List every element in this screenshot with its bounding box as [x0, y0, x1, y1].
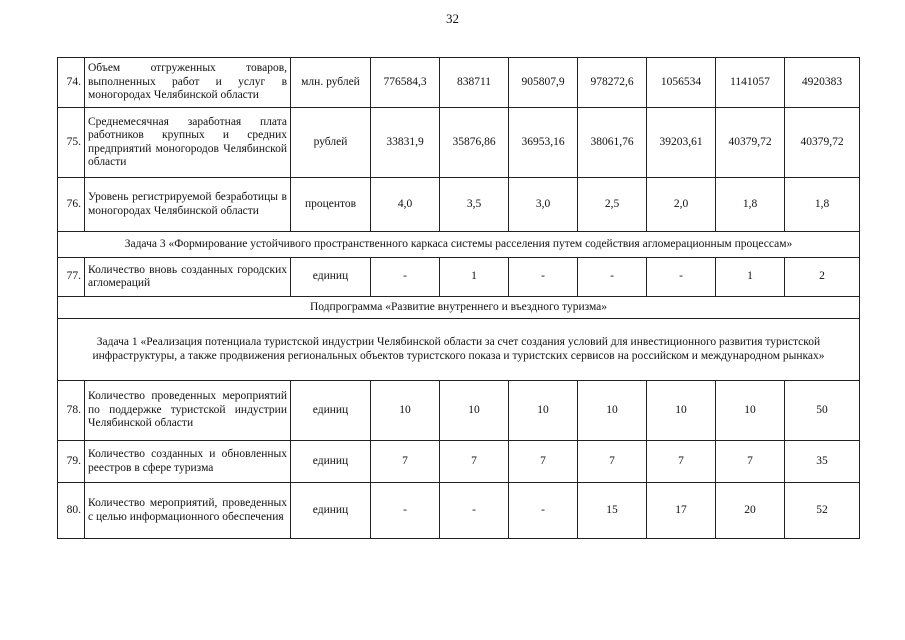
value-cell: 38061,76: [578, 108, 647, 178]
table-row: [58, 381, 860, 441]
row-number: 79.: [58, 441, 85, 483]
table-row: [58, 108, 860, 178]
value-cell: 10: [371, 381, 440, 441]
table-row: [58, 58, 860, 108]
value-cell: 39203,61: [647, 108, 716, 178]
value-cell: 7: [509, 441, 578, 483]
indicator-name: Среднемесячная заработная плата работников крупных и средних предприятий моногородов Челябинской области: [85, 108, 291, 178]
value-cell: 3,0: [509, 178, 578, 232]
value-cell: 2,5: [578, 178, 647, 232]
table-row: [58, 178, 860, 232]
row-number: 75.: [58, 108, 85, 178]
value-cell: 50: [785, 381, 860, 441]
value-cell: -: [371, 258, 440, 297]
value-cell: 10: [509, 381, 578, 441]
value-cell: 7: [440, 441, 509, 483]
value-cell: 35876,86: [440, 108, 509, 178]
value-cell: 2: [785, 258, 860, 297]
table-row: [58, 483, 860, 539]
value-cell: -: [509, 483, 578, 539]
section-heading: Задача 1 «Реализация потенциала туристской индустрии Челябинской области за счет создания условий для инвестиционного развития туристской инфраструктуры, а также продвижения региональных объектов туристского показа и туристских сервисов на российском и международном рынках»: [58, 319, 860, 381]
value-cell: -: [371, 483, 440, 539]
value-cell: 35: [785, 441, 860, 483]
value-cell: 7: [578, 441, 647, 483]
value-cell: 776584,3: [371, 58, 440, 108]
table-row: [58, 441, 860, 483]
unit-of-measure: млн. рублей: [291, 58, 371, 108]
value-cell: 10: [716, 381, 785, 441]
indicator-name: Количество созданных и обновленных реестров в сфере туризма: [85, 441, 291, 483]
value-cell: 17: [647, 483, 716, 539]
value-cell: 3,5: [440, 178, 509, 232]
value-cell: 10: [578, 381, 647, 441]
row-number: 80.: [58, 483, 85, 539]
value-cell: 40379,72: [716, 108, 785, 178]
unit-of-measure: единиц: [291, 381, 371, 441]
indicators-table: [57, 57, 860, 539]
value-cell: -: [647, 258, 716, 297]
value-cell: 36953,16: [509, 108, 578, 178]
value-cell: 1: [440, 258, 509, 297]
value-cell: -: [578, 258, 647, 297]
value-cell: 4,0: [371, 178, 440, 232]
row-number: 78.: [58, 381, 85, 441]
row-number: 76.: [58, 178, 85, 232]
value-cell: 20: [716, 483, 785, 539]
value-cell: 905807,9: [509, 58, 578, 108]
value-cell: -: [440, 483, 509, 539]
value-cell: 1056534: [647, 58, 716, 108]
indicator-name: Уровень регистрируемой безработицы в моногородах Челябинской области: [85, 178, 291, 232]
value-cell: 40379,72: [785, 108, 860, 178]
section-row: [58, 297, 860, 319]
unit-of-measure: единиц: [291, 258, 371, 297]
value-cell: 1: [716, 258, 785, 297]
indicator-name: Количество проведенных мероприятий по поддержке туристской индустрии Челябинской области: [85, 381, 291, 441]
section-row: [58, 319, 860, 381]
row-number: 74.: [58, 58, 85, 108]
value-cell: 2,0: [647, 178, 716, 232]
value-cell: 7: [716, 441, 785, 483]
section-heading: Задача 3 «Формирование устойчивого пространственного каркаса системы расселения путем содействия агломерационным процессам»: [58, 232, 860, 258]
section-row: [58, 232, 860, 258]
value-cell: 7: [371, 441, 440, 483]
value-cell: 10: [647, 381, 716, 441]
value-cell: 838711: [440, 58, 509, 108]
indicator-name: Количество вновь созданных городских агломераций: [85, 258, 291, 297]
unit-of-measure: единиц: [291, 483, 371, 539]
unit-of-measure: процентов: [291, 178, 371, 232]
value-cell: 1,8: [716, 178, 785, 232]
table-row: [58, 258, 860, 297]
value-cell: 33831,9: [371, 108, 440, 178]
indicator-name: Объем отгруженных товаров, выполненных работ и услуг в моногородах Челябинской области: [85, 58, 291, 108]
value-cell: 4920383: [785, 58, 860, 108]
row-number: 77.: [58, 258, 85, 297]
value-cell: 1141057: [716, 58, 785, 108]
value-cell: 7: [647, 441, 716, 483]
value-cell: 10: [440, 381, 509, 441]
value-cell: 978272,6: [578, 58, 647, 108]
section-heading: Подпрограмма «Развитие внутреннего и въездного туризма»: [58, 297, 860, 319]
indicator-name: Количество мероприятий, проведенных с целью информационного обеспечения: [85, 483, 291, 539]
unit-of-measure: единиц: [291, 441, 371, 483]
value-cell: 15: [578, 483, 647, 539]
value-cell: 1,8: [785, 178, 860, 232]
page-number: 32: [446, 11, 459, 26]
value-cell: 52: [785, 483, 860, 539]
unit-of-measure: рублей: [291, 108, 371, 178]
value-cell: -: [509, 258, 578, 297]
